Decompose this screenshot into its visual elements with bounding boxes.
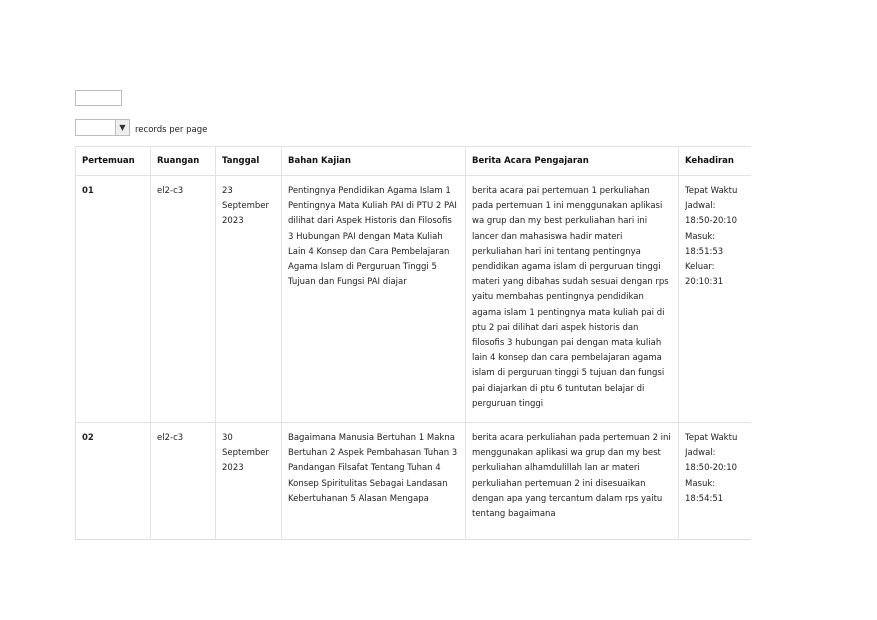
cell-kehadiran: Tepat Waktu Jadwal: 18:50-20:10 Masuk: 18:51:53 Keluar: 20:10:31 [679,176,752,423]
header-pertemuan[interactable]: Pertemuan [76,147,151,176]
attendance-table-wrapper [75,146,751,540]
cell-bahan-kajian: Bagaimana Manusia Bertuhan 1 Makna Bertuhan 2 Aspek Pembahasan Tuhan 3 Pandangan Filsafat Tentang Tuhan 4 Konsep Spiritulitas Sebagai Landasan Kebertuhanan 5 Alasan Mengapa [282,423,466,541]
cell-ruangan: el2-c3 [151,423,216,541]
header-kehadiran[interactable]: Kehadiran [679,147,752,176]
records-per-page-select[interactable] [75,119,130,136]
cell-berita-acara: berita acara perkuliahan pada pertemuan 2 ini menggunakan aplikasi wa grup dan my best perkuliahan alhamdulillah lan ar materi perkuliahan pertemuan 2 ini disesuaikan dengan apa yang tercantum dalam rps yaitu tentang bagaimana [466,423,679,541]
table-header-row [76,147,752,176]
cell-bahan-kajian: Pentingnya Pendidikan Agama Islam 1 Pentingnya Mata Kuliah PAI di PTU 2 PAI dilihat dari Aspek Historis dan Filosofis 3 Hubungan PAI dengan Mata Kuliah Lain 4 Konsep dan Cara Pembelajaran Agama Islam di Perguruan Tinggi 5 Tujuan dan Fungsi PAI diajar [282,176,466,423]
cell-kehadiran: Tepat Waktu Jadwal: 18:50-20:10 Masuk: 18:54:51 [679,423,752,541]
cell-tanggal: 23 September 2023 [216,176,282,423]
chevron-down-icon[interactable]: ▼ [115,120,129,135]
cell-pertemuan: 01 [76,176,151,423]
header-berita-acara[interactable]: Berita Acara Pengajaran [466,147,679,176]
records-per-page-label: records per page [135,125,208,135]
cell-tanggal: 30 September 2023 [216,423,282,541]
attendance-table [75,146,751,540]
table-row [76,176,752,423]
header-ruangan[interactable]: Ruangan [151,147,216,176]
header-bahan-kajian[interactable]: Bahan Kajian [282,147,466,176]
header-tanggal[interactable]: Tanggal [216,147,282,176]
cell-pertemuan: 02 [76,423,151,541]
cell-berita-acara: berita acara pai pertemuan 1 perkuliahan pada pertemuan 1 ini menggunakan aplikasi wa grup dan my best perkuliahan hari ini lancer dan mahasiswa hadir materi perkuliahan hari ini tentang pentingnya pendidikan agama islam di perguruan tinggi materi yang dibahas sudah sesuai dengan rps yaitu membahas pentingnya pendidikan agama islam 1 pentingnya mata kuliah pai di ptu 2 pai dilihat dari aspek historis dan filosofis 3 hubungan pai dengan mata kuliah lain 4 konsep dan cara pembelajaran agama islam di perguruan tinggi 5 tujuan dan fungsi pai diajarkan di ptu 6 tuntutan belajar di perguruan tinggi [466,176,679,423]
length-control [75,118,207,136]
search-input[interactable] [75,90,122,106]
cell-ruangan: el2-c3 [151,176,216,423]
table-row [76,423,752,541]
